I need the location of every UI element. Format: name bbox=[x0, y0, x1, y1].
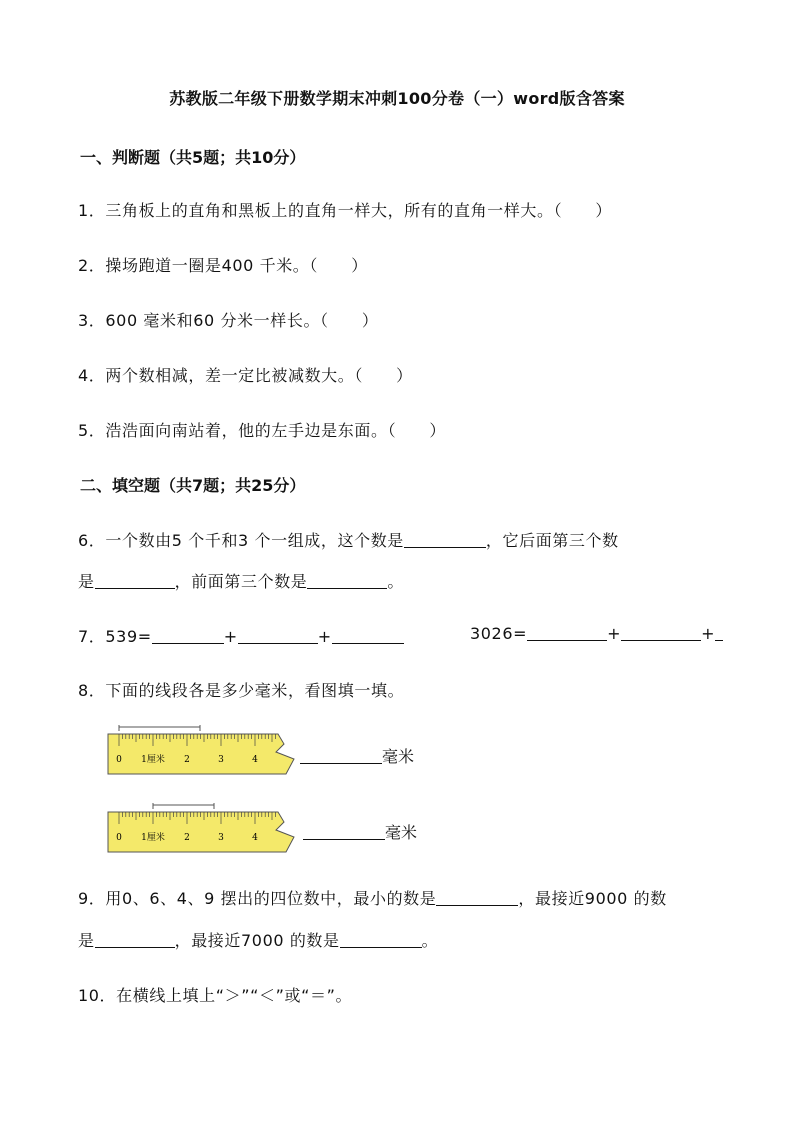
question-9-line-1 bbox=[78, 886, 667, 909]
question-1: 1．三角板上的直角和黑板上的直角一样大，所有的直角一样大。（ ） bbox=[78, 201, 612, 220]
question-9-text-c: 是 bbox=[78, 931, 95, 950]
answer-blank[interactable] bbox=[95, 574, 175, 589]
question-9-text-a: 9．用0、6、4、9 摆出的四位数中，最小的数是 bbox=[78, 889, 437, 908]
question-7-expr2: 3026= bbox=[470, 624, 528, 643]
question-6-text-e: 。 bbox=[387, 572, 405, 591]
question-2: 2．操场跑道一圈是400 千米。（ ） bbox=[78, 256, 368, 275]
question-6-text-d: ，前面第三个数是 bbox=[174, 572, 308, 591]
answer-blank[interactable] bbox=[332, 629, 404, 644]
answer-line-1 bbox=[300, 744, 414, 767]
question-6-line-1 bbox=[78, 528, 619, 551]
question-7-label: 7．539= bbox=[78, 627, 152, 646]
answer-blank[interactable] bbox=[527, 626, 607, 641]
ruler-tick-label: 2 bbox=[184, 755, 190, 765]
question-7-left bbox=[78, 624, 404, 647]
question-9-text-b: ，最接近9000 的数 bbox=[518, 889, 667, 908]
question-4: 4．两个数相减，差一定比被减数大。（ ） bbox=[78, 366, 413, 385]
plus-sign: + bbox=[607, 624, 622, 643]
plus-sign: + bbox=[317, 627, 332, 646]
plus-sign: + bbox=[701, 624, 716, 643]
question-6-text-a: 6．一个数由5 个千和3 个一组成，这个数是 bbox=[78, 531, 404, 550]
answer-blank[interactable] bbox=[621, 626, 701, 641]
ruler-tick-label: 0 bbox=[116, 755, 122, 765]
question-6-text-c: 是 bbox=[78, 572, 95, 591]
answer-blank[interactable] bbox=[404, 533, 486, 548]
ruler-tick-label: 3 bbox=[218, 833, 224, 843]
answer-blank[interactable] bbox=[152, 629, 224, 644]
ruler-tick-label: 4 bbox=[252, 833, 258, 843]
ruler-tick-label: 3 bbox=[218, 755, 224, 765]
answer-blank[interactable] bbox=[340, 933, 422, 948]
question-6-line-2 bbox=[78, 569, 404, 592]
ruler-tick-label: 1厘米 bbox=[141, 833, 165, 843]
ruler-figure-2 bbox=[106, 800, 300, 858]
answer-blank[interactable] bbox=[300, 749, 382, 764]
answer-blank[interactable] bbox=[715, 626, 723, 641]
ruler-tick-label: 2 bbox=[184, 833, 190, 843]
answer-blank[interactable] bbox=[95, 933, 175, 948]
question-3: 3．600 毫米和60 分米一样长。（ ） bbox=[78, 311, 379, 330]
question-9-text-d: ，最接近7000 的数是 bbox=[174, 931, 340, 950]
unit-label: 毫米 bbox=[382, 747, 415, 766]
answer-blank[interactable] bbox=[238, 629, 318, 644]
question-9-line-2 bbox=[78, 928, 438, 951]
question-6-text-b: ，它后面第三个数 bbox=[485, 531, 619, 550]
unit-label: 毫米 bbox=[385, 823, 418, 842]
ruler-tick-label: 4 bbox=[252, 755, 258, 765]
answer-blank[interactable] bbox=[303, 825, 385, 840]
question-5: 5．浩浩面向南站着，他的左手边是东面。（ ） bbox=[78, 421, 446, 440]
section-heading-judgement: 一、判断题（共5题；共10分） bbox=[80, 148, 306, 167]
question-8: 8．下面的线段各是多少毫米，看图填一填。 bbox=[78, 681, 405, 700]
answer-line-2 bbox=[303, 820, 417, 843]
ruler-tick-label: 0 bbox=[116, 833, 122, 843]
plus-sign: + bbox=[223, 627, 238, 646]
page-title: 苏教版二年级下册数学期末冲刺100分卷（一）word版含答案 bbox=[169, 89, 625, 108]
question-7-right bbox=[470, 624, 723, 643]
question-9-text-e: 。 bbox=[421, 931, 439, 950]
section-heading-fill-in: 二、填空题（共7题；共25分） bbox=[80, 476, 306, 495]
answer-blank[interactable] bbox=[307, 574, 387, 589]
answer-blank[interactable] bbox=[436, 891, 518, 906]
ruler-tick-label: 1厘米 bbox=[141, 755, 165, 765]
question-10: 10．在横线上填上“＞”“＜”或“＝”。 bbox=[78, 986, 353, 1005]
ruler-figure-1 bbox=[106, 722, 300, 780]
